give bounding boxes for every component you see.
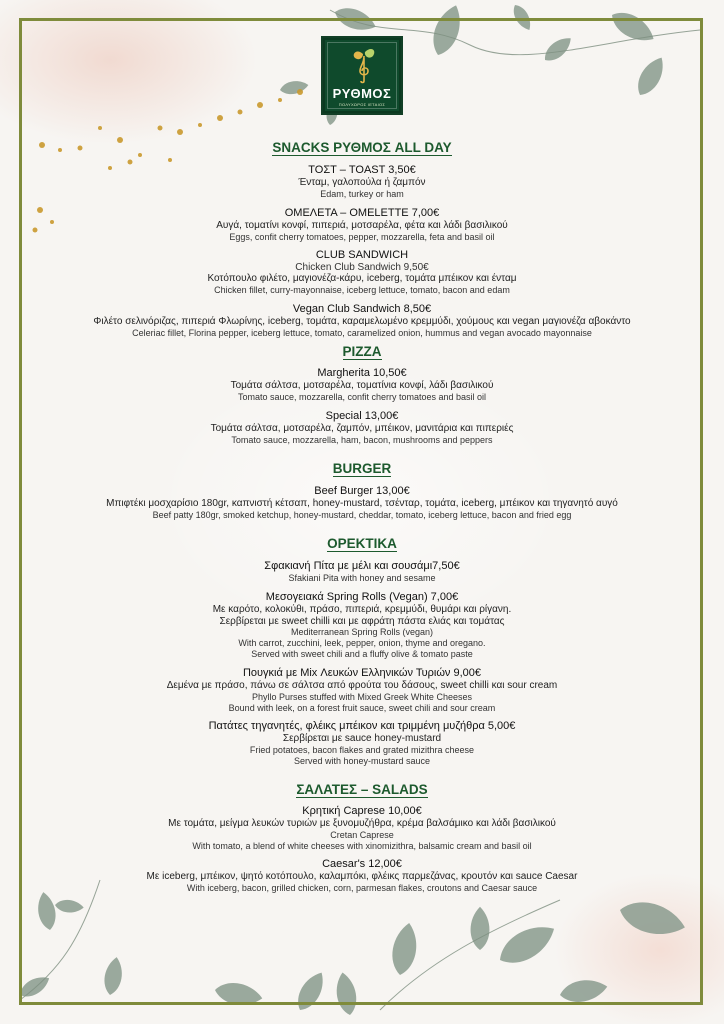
menu-item-sfakiani-pita: Σφακιανή Πίτα με μέλι και σουσάμι7,50€ Sfakiani Pita with honey and sesame [264,560,460,583]
section-title-starters: ΟΡΕΚΤΙΚΑ [327,536,397,551]
brand-logo [321,36,403,115]
menu-item-omelette: ΟΜΕΛΕΤΑ – OMELETTE 7,00€ Αυγά, τοματίνι κονφί, πιπεριά, μοτσαρέλα, φέτα και λάδι βασιλικού Eggs, confit cherry tomatoes, pepper, mozzarella, feta and basil oil [216,207,508,242]
treble-clef-leaf-icon [351,46,377,84]
menu-item-vegan-club: Vegan Club Sandwich 8,50€ Φιλέτο σελινόριζας, πιπεριά Φλωρίνης, iceberg, τομάτα, καραμελωμένο κρεμμύδι, χούμους και vegan μαγιονέζα αβοκάντο Celeriac fillet, Florina pepper, iceberg lettuce, tomato, caramelized onion, hummus and vegan avocado mayonnaise [93,303,631,338]
brand-subtitle: ΠΟΛΥΧΩΡΟΣ ΙΕΤΑΙΟΣ [338,102,386,107]
section-title-snacks: SNACKS ΡΥΘΜΟΣ ALL DAY [272,140,452,155]
menu-item-beef-burger: Beef Burger 13,00€ Μπιφτέκι μοσχαρίσιο 180gr, καπνιστή κέτσαπ, honey-mustard, τσένταρ, τομάτα, iceberg, μπέικον και τηγανητό αυγό Beef patty 180gr, smoked ketchup, honey-mustard, cheddar, tomato, iceberg lettuce, bacon and fried egg [106,485,618,520]
menu-item-phyllo-purses: Πουγκιά με Mix Λευκών Ελληνικών Τυριών 9,00€ Δεμένα με πράσο, πάνω σε σάλτσα από φρούτα του δάσους, sweet chilli και sour cream Phyllo Purses stuffed with Mixed Greek White Cheeses Bound with leek, on a forest fruit sauce, sweet chili and sour cream [166,667,558,713]
menu-item-margherita: Margherita 10,50€ Τομάτα σάλτσα, μοτσαρέλα, τοματίνια κονφί, λάδι βασιλικού Tomato sauce, mozzarella, confit cherry tomatoes and basil oil [230,367,494,402]
menu-item-club-sandwich: CLUB SANDWICH Chicken Club Sandwich 9,50€ Κοτόπουλο φιλέτο, μαγιονέζα-κάρυ, iceberg, τομάτα μπέικον και ένταμ Chicken fillet, curry-mayonnaise, iceberg lettuce, tomato, bacon and edam [207,249,517,295]
menu-item-cretan-caprese: Κρητική Caprese 10,00€ Με τομάτα, μείγμα λευκών τυριών με ξυνομυζήθρα, κρέμα βαλσάμικο και λάδι βασιλικού Cretan Caprese With tomato, a blend of white cheeses with xinomizithra, balsamic cream and basil oil [168,805,556,851]
section-title-salads: ΣΑΛΑΤΕΣ – SALADS [296,782,428,797]
section-title-pizza: PIZZA [342,344,382,359]
menu-item-fried-potatoes: Πατάτες τηγανητές, φλέικς μπέικον και τριμμένη μυζήθρα 5,00€ Σερβίρεται με sauce honey-mustard Fried potatoes, bacon flakes and grated mizithra cheese Served with honey-mustard sauce [208,720,516,766]
menu-item-caesars: Caesar's 12,00€ Με iceberg, μπέικον, ψητό κοτόπουλο, καλαμπόκι, φλέικς παρμεζάνας, κρουτόν και sauce Caesar With iceberg, bacon, grilled chicken, corn, parmesan flakes, croutons and Caesar sauce [146,858,578,893]
menu-item-special: Special 13,00€ Τομάτα σάλτσα, μοτσαρέλα, ζαμπόν, μπέικον, μανιτάρια και πιπεριές Tomato sauce, mozzarella, ham, bacon, mushrooms and peppers [210,410,514,445]
menu-item-toast: ΤΟΣΤ – TOAST 3,50€ Ένταμ, γαλοπούλα ή ζαμπόν Edam, turkey or ham [298,164,426,199]
menu-item-spring-rolls: Μεσογειακά Spring Rolls (Vegan) 7,00€ Με καρότο, κολοκύθι, πράσο, πιπεριά, κρεμμύδι, θυμάρι και ρίγανη. Σερβίρεται με sweet chilli και με αφράτη πάστα ελιάς και τομάτας Mediterranean Spring Rolls (vegan) With carrot, zucchini, leek, pepper, onion, thyme and oregano. Served with sweet chili and a fluffy olive & tomato paste [212,591,512,659]
section-title-burger: BURGER [332,461,392,476]
brand-name: ΡΥΘΜΟΣ [332,86,392,101]
